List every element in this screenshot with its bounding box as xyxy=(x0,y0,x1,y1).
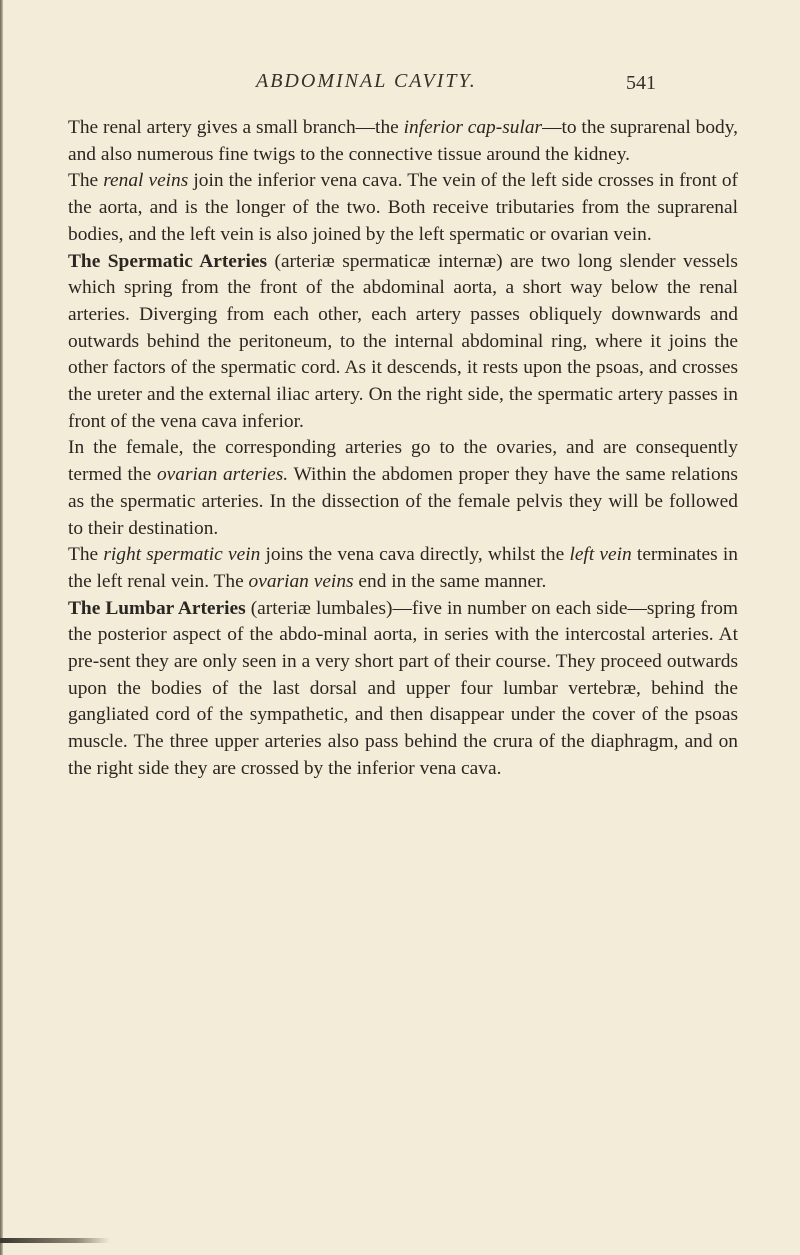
term-inferior-capsular: inferior cap-sular xyxy=(403,117,543,138)
paragraph-spermatic-arteries xyxy=(68,249,738,436)
term-right-spermatic-vein: right spermatic vein xyxy=(103,544,261,566)
heading-spermatic-arteries: The Spermatic Arteries xyxy=(68,250,268,272)
text-body xyxy=(68,115,738,783)
text-run: —to the suprarenal body, and also numerous fine twigs to the connective tissue around the kidney. xyxy=(68,117,738,165)
paragraph-spermatic-veins xyxy=(68,542,738,595)
text-run: (arteriæ spermaticæ internæ) are two long slender vessels which spring from the front of the abdominal aorta, a short way below the renal arteries. Diverging from each other, each artery passes obliquely downwards and outwards behind the peritoneum, to the internal abdominal ring, where it joins the other factors of the spermatic cord. As it descends, it rests upon the psoas, and crosses the ureter and the external iliac artery. On the right side, the spermatic artery passes in front of the vena cava inferior. xyxy=(68,250,738,432)
text-run: join the inferior vena cava. The vein of the left side crosses in front of the aorta, and is the longer of the two. Both receive tributaries from the suprarenal bodies, and the left vein is also joined by the left spermatic or ovarian vein. xyxy=(68,170,738,245)
paragraph-renal-veins xyxy=(68,168,738,248)
term-renal-veins: renal veins xyxy=(103,170,189,192)
paragraph-lumbar-arteries xyxy=(68,596,738,783)
text-run: The renal artery gives a small branch—the xyxy=(68,117,404,138)
text-run: In the female, the corresponding arteries go to the ovaries, and are consequently termed the xyxy=(68,437,738,486)
text-run: The xyxy=(68,170,104,192)
page-binding-edge xyxy=(0,0,3,1255)
paragraph-ovarian-arteries xyxy=(68,435,738,542)
paragraph-capsular-branch xyxy=(68,115,738,168)
term-left-vein: left vein xyxy=(569,544,632,566)
text-run: (arteriæ lumbales)—five in number on each side—spring from the posterior aspect of the abdo-minal aorta, in series with the intercostal arteries. At pre-sent they are only seen in a very short part of their course. They proceed outwards upon the bodies of the last dorsal and upper four lumbar vertebræ, behind the gangliated cord of the sympathetic, and then disappear under the cover of the psoas muscle. The three upper arteries also pass behind the crura of the diaphragm, and on the right side they are crossed by the inferior vena cava. xyxy=(68,597,739,779)
text-run: end in the same manner. xyxy=(353,570,547,592)
text-run: Within the abdomen proper they have the same relations as the spermatic arteries. In the dissection of the female pelvis they will be followed to their destination. xyxy=(68,464,738,539)
text-run: The xyxy=(68,544,104,566)
term-ovarian-arteries: ovarian arteries. xyxy=(156,464,289,486)
text-run: joins the vena cava directly, whilst the xyxy=(260,544,570,566)
running-title: ABDOMINAL CAVITY. xyxy=(256,70,477,92)
heading-lumbar-arteries: The Lumbar Arteries xyxy=(68,597,246,619)
page-number: 541 xyxy=(626,72,656,94)
running-head xyxy=(0,70,800,110)
term-ovarian-veins: ovarian veins xyxy=(248,570,354,592)
page-bottom-shadow xyxy=(0,1238,110,1243)
text-run: terminates in the left renal vein. The xyxy=(68,544,738,592)
